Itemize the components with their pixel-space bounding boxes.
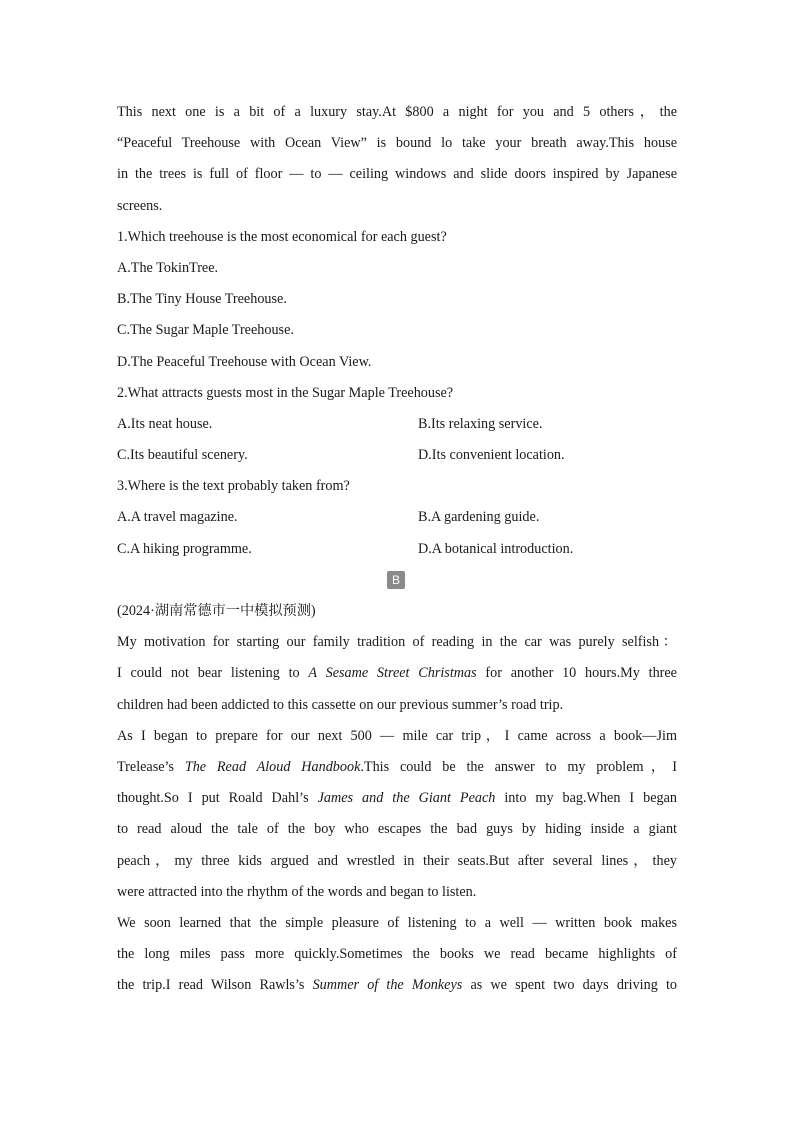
passage-a-ending [117, 97, 677, 222]
option-c: C.A hiking programme. [117, 540, 252, 557]
text-run: the trip.I read Wilson Rawls’s [117, 977, 313, 994]
options-row [117, 440, 677, 471]
options-row [117, 409, 677, 440]
book-title: James and the Giant Peach [317, 790, 496, 807]
text-run: for another 10 hours.My three [476, 665, 677, 682]
text-line: in the trees is full of floor — to — ceiling windows and slide doors inspired by Japanese [117, 166, 677, 183]
paragraph-1 [117, 627, 677, 721]
text-line [117, 783, 677, 814]
option-a: A.Its neat house. [117, 415, 213, 432]
source-note: (2024·湖南常德市一中模拟预测) [117, 603, 316, 619]
option-a: A.A travel magazine. [117, 509, 238, 526]
section-b-badge: B [387, 571, 405, 589]
book-title: A Sesame Street Christmas [308, 665, 477, 682]
text-line: peach，my three kids argued and wrestled in their seats.But after several lines，they [117, 852, 677, 869]
question-1 [117, 222, 677, 378]
text-line: As I began to prepare for our next 500 — mile car trip，I came across a book—Jim [117, 727, 677, 744]
option-c: C.The Sugar Maple Treehouse. [117, 322, 294, 339]
text-run: .This could be the answer to my problem，I [360, 758, 677, 775]
question-stem: 1.Which treehouse is the most economical for each guest? [117, 228, 447, 245]
text-line: children had been addicted to this cassette on our previous summer’s road trip. [117, 696, 564, 713]
book-title: Summer of the Monkeys [312, 977, 463, 994]
text-run: into my bag.When I began [495, 790, 677, 807]
question-stem: 2.What attracts guests most in the Sugar Maple Treehouse? [117, 384, 454, 401]
book-title: The Read Aloud Handbook [184, 758, 361, 775]
text-line [117, 658, 677, 689]
text-line: “Peaceful Treehouse with Ocean View” is bound lo take your breath away.This house [117, 135, 677, 152]
text-line: This next one is a bit of a luxury stay.At $800 a night for you and 5 others，the [117, 104, 677, 120]
text-line: were attracted into the rhythm of the words and began to listen. [117, 883, 477, 900]
option-b: B.A gardening guide. [418, 509, 540, 526]
option-d: D.Its convenient location. [418, 447, 565, 464]
section-b-header [117, 565, 677, 596]
text-line [117, 970, 677, 1001]
text-run: as we spent two days driving to [462, 977, 677, 994]
options-row [117, 534, 677, 565]
text-run: Trelease’s [117, 758, 185, 775]
option-d: D.A botanical introduction. [418, 540, 574, 557]
text-run: thought.So I put Roald Dahl’s [117, 790, 318, 807]
paragraph-2 [117, 721, 677, 908]
option-a: A.The TokinTree. [117, 259, 219, 276]
document-content [117, 97, 677, 1001]
text-line: We soon learned that the simple pleasure of listening to a well — written book makes [117, 914, 677, 931]
options-row [117, 502, 677, 533]
text-run: I could not bear listening to [117, 665, 309, 682]
question-2 [117, 378, 677, 472]
text-line: My motivation for starting our family tradition of reading in the car was purely selfish： [117, 634, 677, 651]
option-b: B.The Tiny House Treehouse. [117, 291, 287, 308]
option-b: B.Its relaxing service. [418, 415, 543, 432]
text-line: the long miles pass more quickly.Sometimes the books we read became highlights of [117, 946, 677, 963]
question-stem: 3.Where is the text probably taken from? [117, 478, 350, 495]
text-line: to read aloud the tale of the boy who escapes the bad guys by hiding inside a giant [117, 821, 677, 838]
paragraph-3 [117, 908, 677, 1002]
text-line: screens. [117, 197, 163, 214]
option-d: D.The Peaceful Treehouse with Ocean View. [117, 353, 372, 370]
text-line [117, 752, 677, 783]
question-3 [117, 471, 677, 565]
option-c: C.Its beautiful scenery. [117, 447, 248, 464]
